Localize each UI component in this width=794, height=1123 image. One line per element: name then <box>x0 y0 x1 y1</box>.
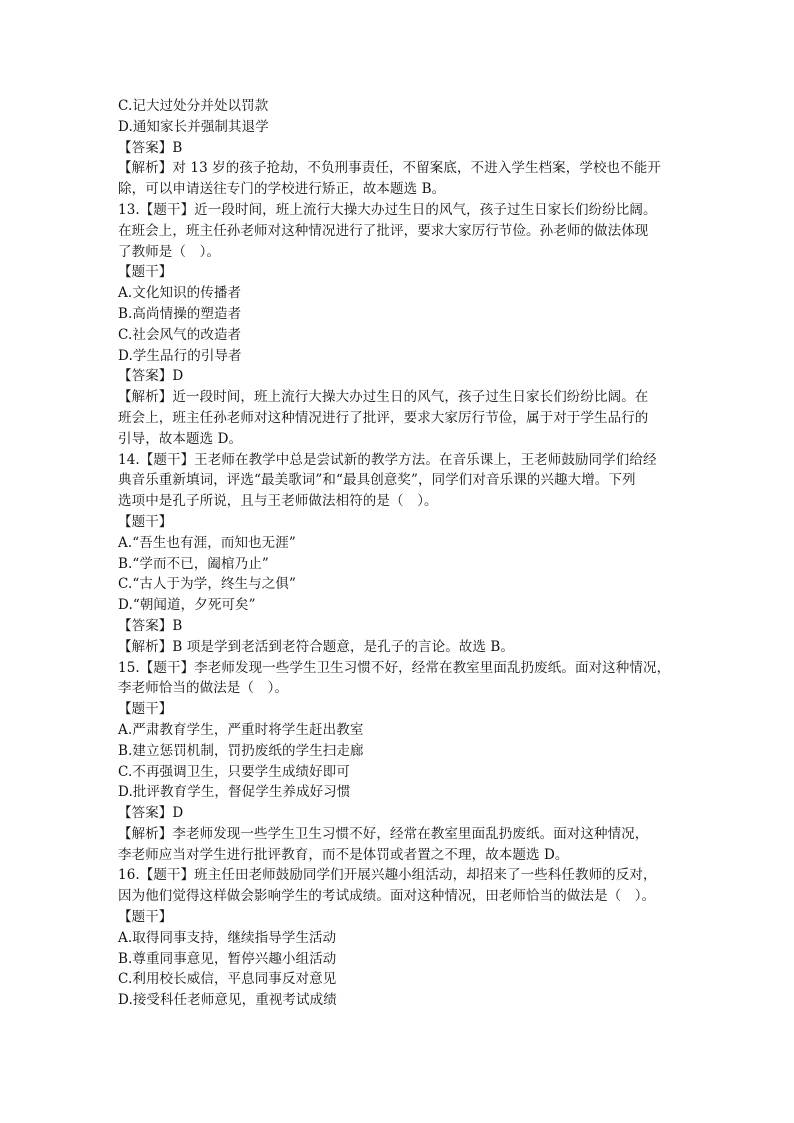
analysis-q15-line2: 李老师应当对学生进行批评教育，而不是体罚或者置之不理，故本题选 D。 <box>118 846 569 863</box>
question-15-line2: 李老师恰当的做法是（ ）。 <box>118 680 289 697</box>
analysis-q14: 【解析】B 项是学到老活到老符合题意，是孔子的言论。故选 B。 <box>118 638 515 655</box>
option-c-q15: C.不再强调卫生，只要学生成绩好即可 <box>118 763 350 780</box>
question-14-line3: 选项中是孔子所说，且与王老师做法相符的是（ ）。 <box>118 493 438 510</box>
stem-label-q14: 【题干】 <box>118 513 173 530</box>
question-16-line2: 因为他们觉得这样做会影响学生的考试成绩。面对这种情况，田老师恰当的做法是（ ）。 <box>118 888 656 905</box>
option-a-q15: A.严肃教育学生，严重时将学生赶出教室 <box>118 721 364 738</box>
option-c-q16: C.利用校长威信，平息同事反对意见 <box>118 971 337 988</box>
option-c-q12: C.记大过处分并处以罚款 <box>118 98 269 114</box>
analysis-q13-line1: 【解析】近一段时间，班上流行大操大办过生日的风气，孩子过生日家长们纷纷比阔。在 <box>118 389 649 406</box>
option-a-q13: A.文化知识的传播者 <box>118 285 242 302</box>
document-page <box>118 96 678 1011</box>
question-16-line1: 16.【题干】班主任田老师鼓励同学们开展兴趣小组活动，却招来了一些科任教师的反对， <box>118 867 657 884</box>
question-14-line2: 典音乐重新填词，评选“最美歌词”和“最具创意奖”，同学们对音乐课的兴趣大增。下列 <box>118 472 636 489</box>
option-c-q13: C.社会风气的改造者 <box>118 326 242 343</box>
question-13-line3: 了教师是（ ）。 <box>118 243 221 260</box>
option-d-q15: D.批评教育学生，督促学生养成好习惯 <box>118 784 351 801</box>
answer-q14: 【答案】B <box>118 617 183 634</box>
analysis-q12-line2: 除，可以申请送往专门的学校进行矫正，故本题选 B。 <box>118 181 446 198</box>
answer-q15: 【答案】D <box>118 805 184 822</box>
answer-q12: 【答案】B <box>118 139 183 156</box>
answer-q13: 【答案】D <box>118 368 184 385</box>
option-a-q14: A.“吾生也有涯，而知也无涯” <box>118 534 296 551</box>
option-a-q16: A.取得同事支持，继续指导学生活动 <box>118 929 337 946</box>
question-13-line2: 在班会上，班主任孙老师对这种情况进行了批评，要求大家厉行节俭。孙老师的做法体现 <box>118 222 649 239</box>
stem-label-q16: 【题干】 <box>118 909 173 926</box>
option-d-q13: D.学生品行的引导者 <box>118 347 242 364</box>
analysis-q13-line3: 引导，故本题选 D。 <box>118 430 243 447</box>
option-d-q16: D.接受科任老师意见，重视考试成绩 <box>118 992 337 1009</box>
option-b-q13: B.高尚情操的塑造者 <box>118 305 242 322</box>
option-b-q16: B.尊重同事意见，暂停兴趣小组活动 <box>118 950 337 967</box>
question-13-line1: 13.【题干】近一段时间，班上流行大操大办过生日的风气，孩子过生日家长们纷纷比阔。 <box>118 201 657 218</box>
question-15-line1: 15.【题干】李老师发现一些学生卫生习惯不好，经常在教室里面乱扔废纸。面对这种情况， <box>118 659 671 676</box>
option-b-q15: B.建立惩罚机制，罚扔废纸的学生扫走廊 <box>118 742 364 759</box>
stem-label-q15: 【题干】 <box>118 701 173 718</box>
option-b-q14: B.“学而不已，阖棺乃止” <box>118 555 269 572</box>
option-d-q14: D.“朝闻道，夕死可矣” <box>118 597 256 614</box>
option-d-q12: D.通知家长并强制其退学 <box>118 118 269 135</box>
analysis-q12-line1: 【解析】对 13 岁的孩子抢劫，不负刑事责任，不留案底，不进入学生档案，学校也不能开 <box>118 160 661 177</box>
stem-label-q13: 【题干】 <box>118 264 173 281</box>
option-c-q14: C.“古人于为学，终生与之俱” <box>118 576 296 593</box>
analysis-q13-line2: 班会上，班主任孙老师对这种情况进行了批评，要求大家厉行节俭，属于对于学生品行的 <box>118 409 649 426</box>
question-14-line1: 14.【题干】王老师在教学中总是尝试新的教学方法。在音乐课上，王老师鼓励同学们给经 <box>118 451 657 468</box>
analysis-q15-line1: 【解析】李老师发现一些学生卫生习惯不好，经常在教室里面乱扔废纸。面对这种情况， <box>118 825 649 842</box>
